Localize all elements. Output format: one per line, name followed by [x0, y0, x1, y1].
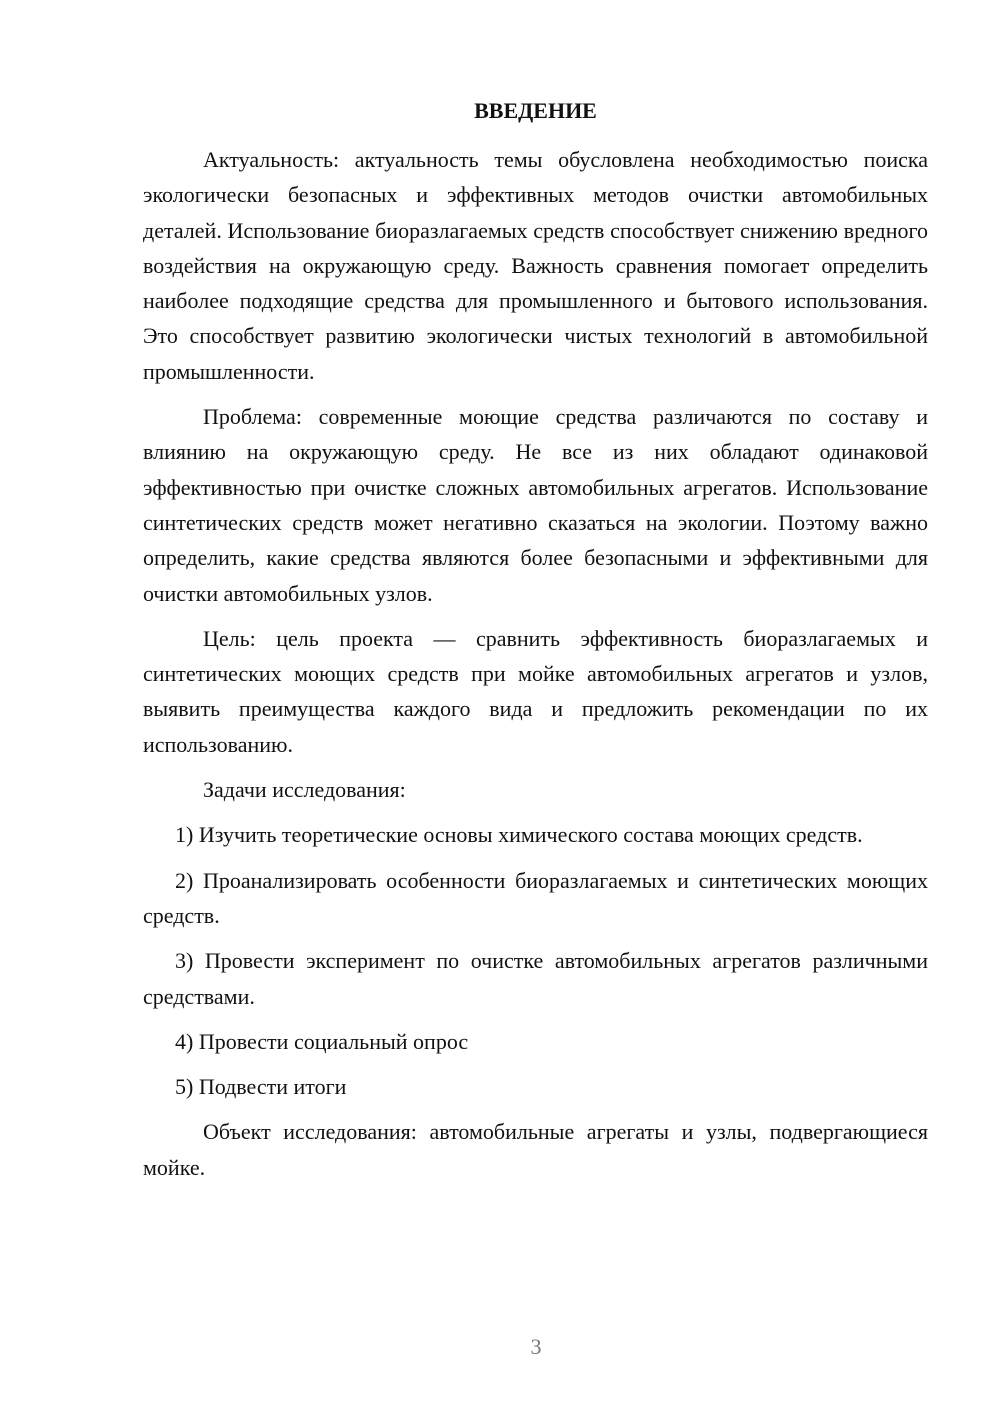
list-item-task-5: 5) Подвести итоги [175, 1074, 347, 1100]
list-item-task-4: 4) Провести социальный опрос [175, 1028, 469, 1054]
page-number: 3 [530, 1334, 542, 1359]
list-item-task-1: 1) Изучить теоретические основы химического состава моющих средств. [175, 822, 863, 848]
list-item-task-2: 2) Проанализировать особенности биоразлагаемых и синтетических моющих средств. [143, 867, 928, 928]
list-item-task-3: 3) Провести эксперимент по очистке автомобильных агрегатов различными средствами. [143, 948, 928, 1009]
paragraph-goal: Цель: цель проекта — сравнить эффективность биоразлагаемых и синтетических моющих средств при мойке автомобильных агрегатов и узлов, выявить преимущества каждого вида и предложить рекомендации по их использованию. [143, 625, 928, 757]
paragraph-problem: Проблема: современные моющие средства различаются по составу и влиянию на окружающую среду. Не все из них обладают одинаковой эффективностью при очистке сложных автомобильных агрегатов. Использование синтетических средств может негативно сказаться на экологии. Поэтому важно определить, какие средства являются более безопасными и эффективными для очистки автомобильных узлов. [143, 404, 928, 606]
paragraph-object: Объект исследования: автомобильные агрегаты и узлы, подвергающиеся мойке. [143, 1119, 928, 1180]
page-title: ВВЕДЕНИЕ [474, 98, 597, 123]
document-body [143, 142, 928, 1195]
paragraph-tasks-heading: Задачи исследования: [203, 777, 406, 803]
paragraph-relevance: Актуальность: актуальность темы обусловлена необходимостью поиска экологически безопасных и эффективных методов очистки автомобильных деталей. Использование биоразлагаемых средств способствует снижению вредного воздействия на окружающую среду. Важность сравнения помогает определить наиболее подходящие средства для промышленного и бытового использования. Это способствует развитию экологически чистых технологий в автомобильной промышленности. [143, 147, 928, 384]
